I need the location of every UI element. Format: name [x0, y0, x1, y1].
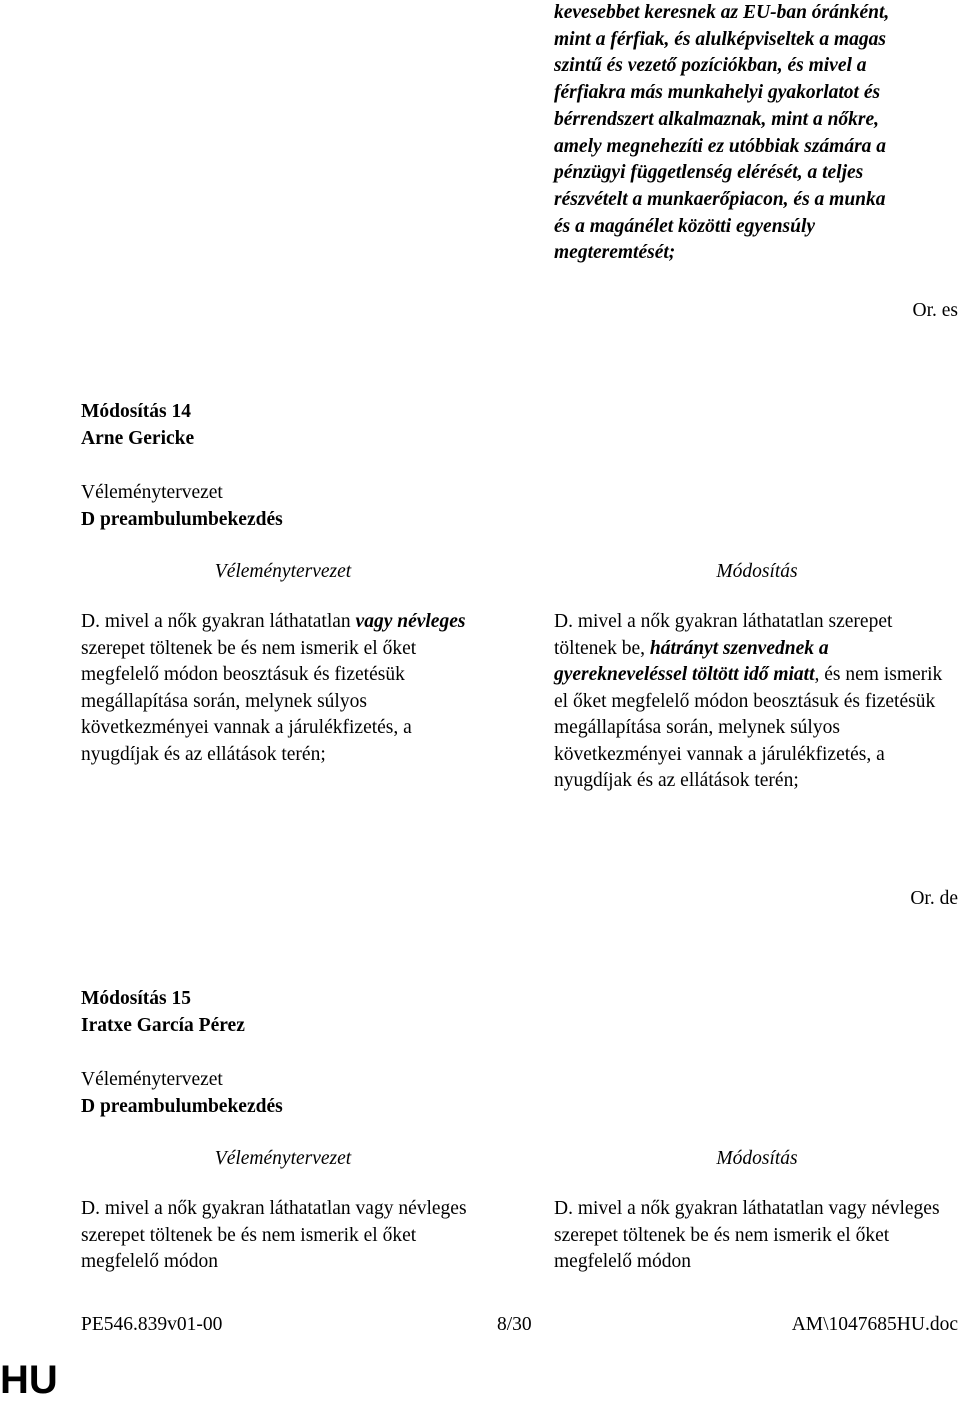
prev-text-line: férfiakra más munkahelyi gyakorlatot és [554, 82, 881, 104]
prev-text-line: bérrendszert alkalmaznak, mint a nőkre, [554, 108, 880, 130]
amendment-heading [81, 986, 245, 1039]
amendment-author: Iratxe García Pérez [81, 1014, 245, 1036]
prev-text-line: mint a férfiak, és alulképviseltek a magas [554, 28, 887, 50]
left-column-text: D. mivel a nők gyakran láthatatlan vagy névleges szerepet töltenek be és nem ismerik el őket megfelelő módon beosztásuk és fizetésük megállapítása során, melynek súlyos következményei vannak a járulékfizetés, a nyugdíjak és az ellátások terén; [81, 611, 466, 765]
amendment-title: Módosítás 15 [81, 988, 191, 1009]
right-column-text: D. mivel a nők gyakran láthatatlan szerepet töltenek be, hátrányt szenvednek a gyerekneveléssel töltött idő miatt, és nem ismerik el őket megfelelő módon beosztásuk és fizetésük megállapítása során, melynek súlyos következményei vannak a járulékfizetés, a nyugdíjak és az ellátások terén; [554, 611, 943, 791]
original-language-label: Or. de [910, 888, 958, 909]
previous-amendment-text [554, 0, 959, 267]
footer-page-number: 8/30 [497, 1314, 532, 1335]
prev-text-line: megteremtését; [554, 242, 676, 264]
footer-doc-id: PE546.839v01-00 [81, 1314, 223, 1335]
section-label: D preambulumbekezdés [81, 1095, 283, 1117]
prev-text-line: és a magánélet közötti egyensúly [554, 215, 816, 237]
document-label: Véleménytervezet [81, 482, 223, 503]
document-label: Véleménytervezet [81, 1069, 223, 1090]
prev-text-line: pénzügyi függetlenség elérését, a teljes [554, 162, 864, 184]
deleted-text: vagy névleges [355, 611, 466, 632]
right-column-header: Módosítás [716, 561, 798, 582]
footer-language-code: HU [0, 1358, 58, 1402]
inserted-text: hátrányt szenvednek a gyerekneveléssel töltött idő miatt [554, 637, 829, 685]
prev-text-line: kevesebbet keresnek az EU-ban óránként, [554, 2, 890, 23]
amendment-subheading [81, 1067, 283, 1120]
left-column-header: Véleménytervezet [214, 1148, 352, 1169]
section-label: D preambulumbekezdés [81, 508, 283, 530]
prev-text-line: szintű és vezető pozíciókban, és mivel a [554, 55, 867, 77]
prev-text-line: amely megnehezíti ez utóbbiak számára a [554, 135, 887, 157]
left-column-header: Véleménytervezet [214, 561, 352, 582]
right-column-text: D. mivel a nők gyakran láthatatlan vagy névleges szerepet töltenek be és nem ismerik el őket megfelelő módon [554, 1198, 940, 1272]
left-column-text: D. mivel a nők gyakran láthatatlan vagy névleges szerepet töltenek be és nem ismerik el őket megfelelő módon [81, 1198, 467, 1272]
prev-text-line: részvételt a munkaerőpiacon, és a munka [554, 188, 886, 210]
footer-file-name: AM\1047685HU.doc [791, 1314, 958, 1335]
original-language-label: Or. es [912, 300, 958, 321]
amendment-subheading [81, 480, 283, 533]
amendment-heading [81, 399, 194, 452]
right-column-header: Módosítás [716, 1148, 798, 1169]
amendment-title: Módosítás 14 [81, 401, 191, 422]
amendment-author: Arne Gericke [81, 427, 195, 449]
